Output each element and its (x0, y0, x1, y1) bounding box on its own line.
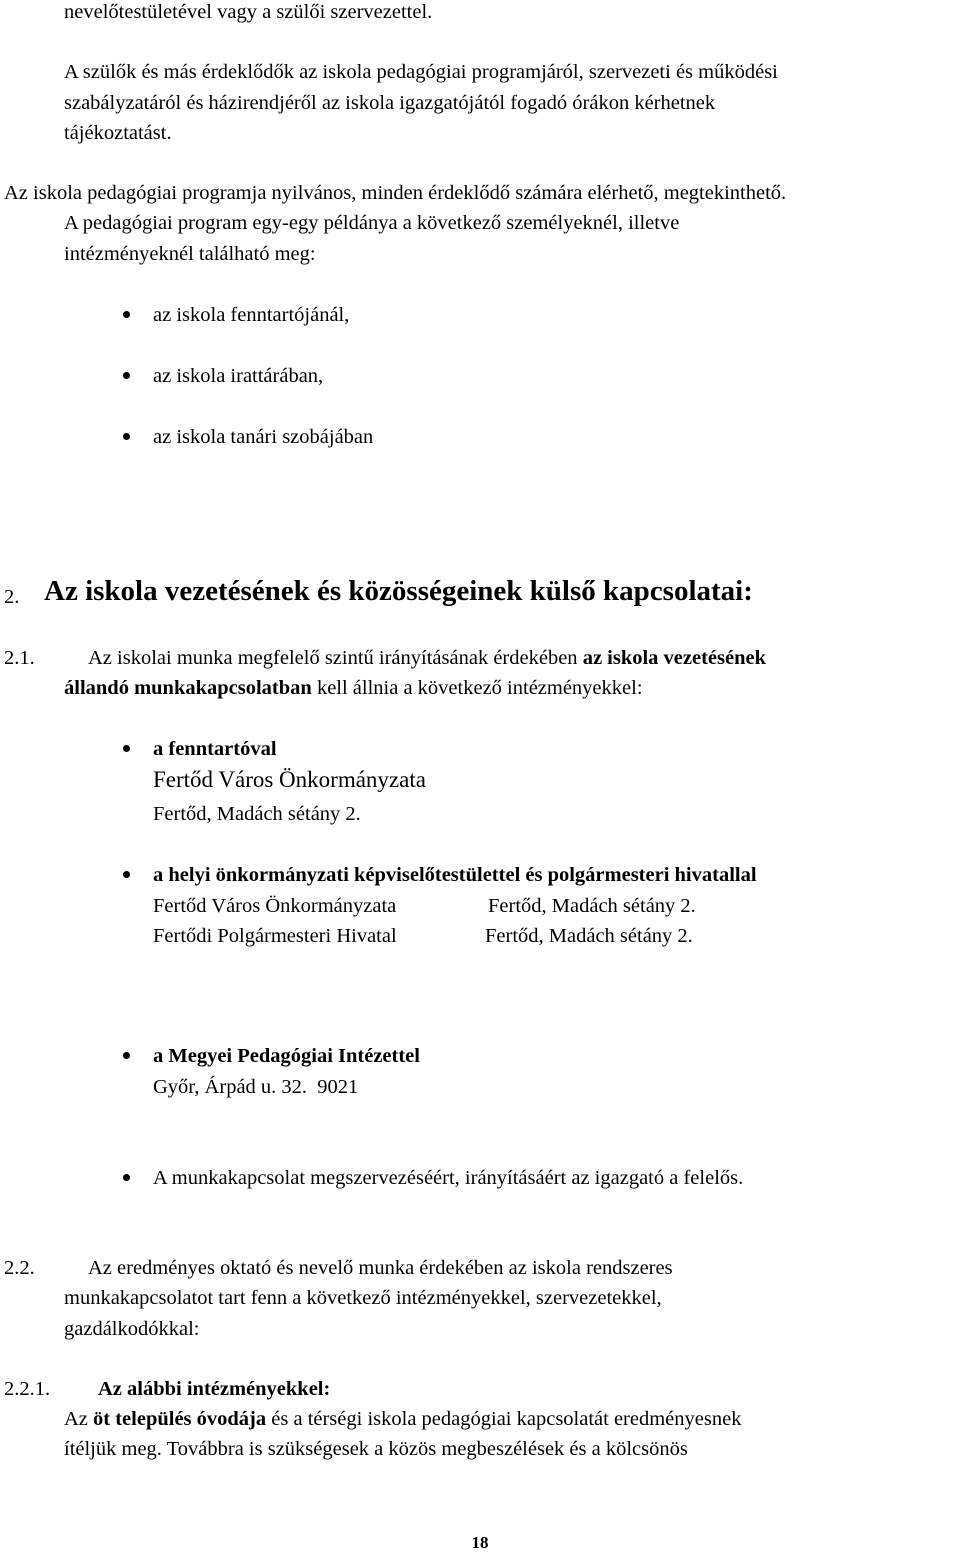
paragraph-line: Az eredményes oktató és nevelő munka érdekében az iskola rendszeres (88, 1257, 673, 1279)
address: Győr, Árpád u. 32. 9021 (153, 1076, 359, 1098)
paragraph-line: intézményeknél található meg: (64, 243, 316, 265)
list-item: az iskola tanári szobájában (153, 426, 374, 448)
paragraph-line: A pedagógiai program egy-egy példánya a következő személyeknél, illetve (64, 212, 680, 234)
paragraph-line: tájékoztatást. (64, 122, 172, 144)
organization-name: Fertődi Polgármesteri Hivatal (153, 925, 397, 947)
subsection-number: 2.2. (4, 1257, 35, 1279)
list-item: az iskola fenntartójánál, (153, 304, 350, 326)
bullet-icon (123, 1174, 130, 1181)
page-number: 18 (471, 1533, 489, 1552)
list-item-title: a helyi önkormányzati képviselőtestülettel és polgármesteri hivatallal (153, 864, 757, 886)
list-item-title: a fenntartóval (153, 738, 277, 760)
paragraph-line (64, 676, 643, 700)
bullet-icon (123, 1052, 130, 1059)
bullet-icon (123, 311, 130, 318)
paragraph-line: ítéljük meg. Továbbra is szükségesek a közös megbeszélések és a kölcsönös (64, 1438, 688, 1460)
list-item: az iskola irattárában, (153, 365, 324, 387)
bullet-icon (123, 745, 130, 752)
text-run: és a térségi iskola pedagógiai kapcsolatát eredményesnek (271, 1408, 742, 1430)
paragraph-line: munkakapcsolatot tart fenn a következő intézményekkel, szervezetekkel, (64, 1287, 662, 1309)
paragraph-line: A szülők és más érdeklődők az iskola pedagógiai programjáról, szervezeti és működési (64, 61, 778, 83)
address: Fertőd, Madách sétány 2. (153, 803, 361, 825)
address: Fertőd, Madách sétány 2. (488, 895, 696, 917)
text-line: nevelőtestületével vagy a szülői szervezettel. (64, 1, 433, 23)
paragraph-line: szabályzatáról és házirendjéről az iskola igazgatójától fogadó órákon kérhetnek (64, 92, 716, 114)
organization-name: Fertőd Város Önkormányzata (153, 895, 397, 917)
section-number: 2. (4, 586, 20, 608)
bold-text: öt település óvodája (93, 1408, 267, 1430)
text-run: Az iskolai munka megfelelő szintű irányításának érdekében (88, 647, 578, 669)
bullet-icon (123, 871, 130, 878)
text-run: Az (64, 1408, 88, 1430)
section-title: Az iskola vezetésének és közösségeinek külső kapcsolatai: (44, 575, 753, 607)
subsection-number: 2.1. (4, 647, 35, 669)
bold-text: állandó munkakapcsolatban (64, 677, 312, 699)
bullet-icon (123, 433, 130, 440)
bullet-icon (123, 372, 130, 379)
bold-text: az iskola vezetésének (582, 647, 767, 669)
list-item: A munkakapcsolat megszervezéséért, irányításáért az igazgató a felelős. (153, 1167, 744, 1189)
paragraph-line (88, 646, 766, 670)
text-run: kell állnia a következő intézményekkel: (316, 677, 643, 699)
list-item-title: a Megyei Pedagógiai Intézettel (153, 1045, 420, 1067)
address: Fertőd, Madách sétány 2. (485, 925, 693, 947)
paragraph-line (64, 1407, 741, 1431)
subsection-title: Az alábbi intézményekkel: (98, 1378, 331, 1400)
paragraph-line: gazdálkodókkal: (64, 1318, 200, 1340)
paragraph-line: Az iskola pedagógiai programja nyilvános, minden érdeklődő számára elérhető, megtekinthető. (4, 182, 787, 204)
subsection-number: 2.2.1. (4, 1378, 51, 1400)
organization-name: Fertőd Város Önkormányzata (153, 767, 426, 792)
